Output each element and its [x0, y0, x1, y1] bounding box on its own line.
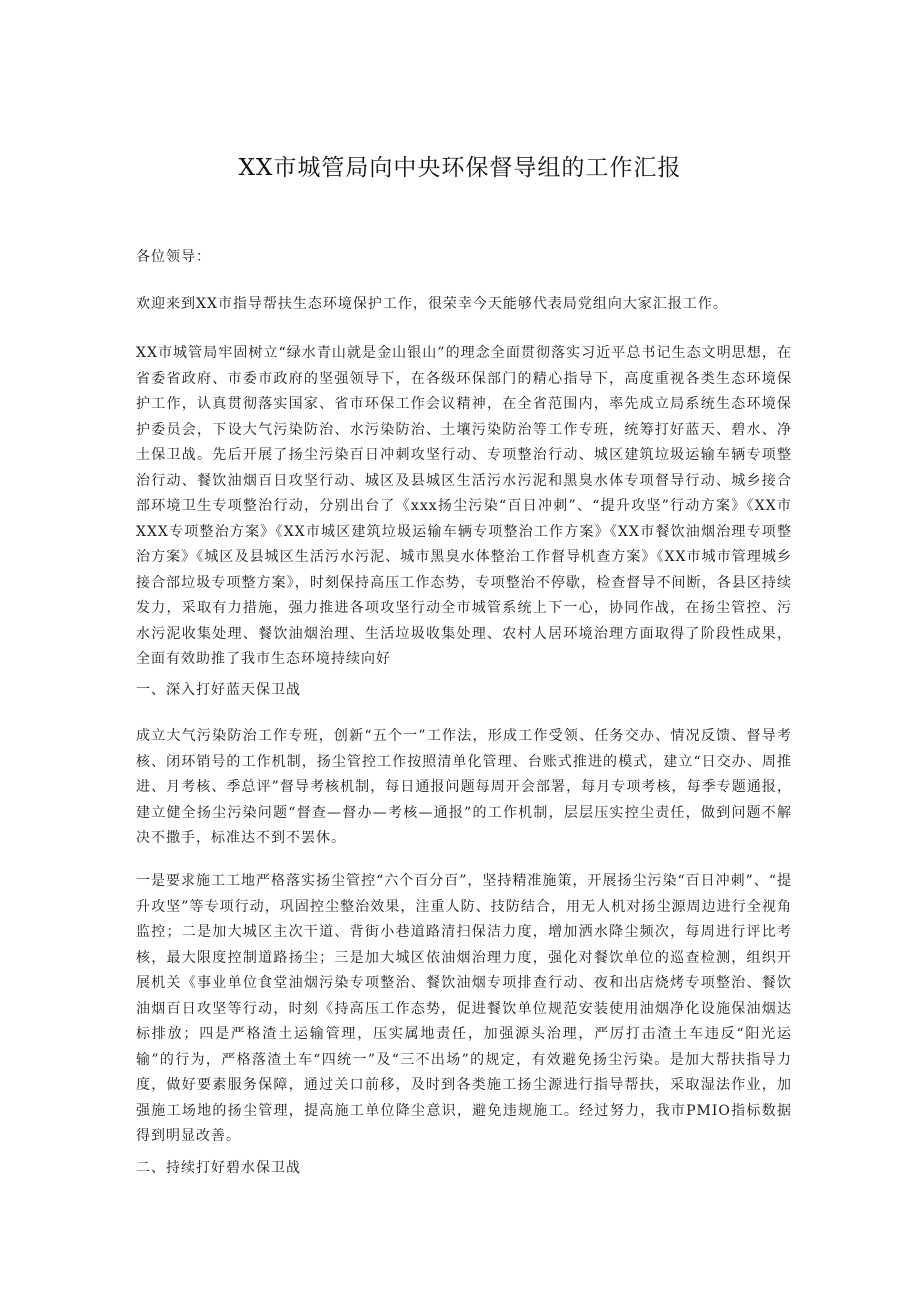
- paragraph-welcome: 欢迎来到XX市指导帮扶生态环境保护工作，很荣幸今天能够代表局党组向大家汇报工作。: [136, 296, 728, 312]
- salutation: 各位领导：: [136, 249, 211, 265]
- document-title: XX市城管局向中央环保督导组的工作汇报: [238, 155, 682, 181]
- section-heading-clear-water: 二、持续打好碧水保卫战: [136, 1160, 301, 1176]
- paragraph-dust-measures: 一是要求施工工地严格落实扬尘管控“六个百分百”，坚持精准施策，开展扬尘污染“百日冲刺”、“提升攻坚”等专项行动，巩固控尘整治效果，注重人防、技防结合，用无人机对扬尘源周边进行全视角监控；二是加大城区主次干道、背街小巷道路清扫保洁力度，增加洒水降尘频次，每周进行评比考核，最大限度控制道路扬尘；三是加大城区依油烟治理力度，强化对餐饮单位的巡查检测，组织开展机关《事业单位食堂油烟污染专项整治、餐饮油烟专项排查行动、夜和出店烧烤专项整治、餐饮油烟百日攻坚等行动，时刻《持高压工作态势，促进餐饮单位规范安装使用油烟净化设施保油烟达标排放；四是严格渣土运输管理，压实属地责任，加强源头治理，严厉打击渣土车违反“阳光运输”的行为，严格落渣土车“四统一”及“三不出场”的规定，有效避免扬尘污染。是加大帮扶指导力度，做好要素服务保障，通过关口前移，及时到各类施工扬尘源进行指导帮扶，采取湿法作业，加强施工场地的扬尘管理，提高施工单位降尘意识，避免违规施工。经过努力，我市PMIO指标数据得到明显改善。: [136, 873, 792, 1144]
- paragraph-air-pollution: 成立大气污染防治工作专班，创新“五个一”工作法，形成工作受领、任务交办、情况反馈、督导考核、闭环销号的工作机制，扬尘管控工作按照清单化管理、台账式推进的模式，建立“日交办、周推进、月考核、季总评”督导考核机制，每日通报问题每周开会部署，每月专项考核，每季专题通报，建立健全扬尘污染问题“督查—督办—考核—通报”的工作机制，层层压实控尘责任，做到问题不解决不撒手，标准达不到不罢休。: [136, 728, 792, 846]
- paragraph-intro: XX市城管局牢固树立“绿水青山就是金山银山”的理念全面贯彻落实习近平总书记生态文明思想，在省委省政府、市委市政府的坚强领导下，在各级环保部门的精心指导下，高度重视各类生态环境保护工作，认真贯彻落实国家、省市环保工作会议精神，在全省范围内，率先成立局系统生态环境保护委员会，下设大气污染防治、水污染防治、土壤污染防治等工作专班，统筹打好蓝天、碧水、净土保卫战。先后开展了扬尘污染百日冲刺攻坚行动、专项整治行动、城区建筑垃圾运输车辆专项整治行动、餐饮油烟百日攻坚行动、城区及县城区生活污水污泥和黑臭水体专项督导行动、城乡接合部环境卫生专项整治行动，分别出台了《xxx扬尘污染“百日冲刺”、“提升攻坚”行动方案》《XX市XXX专项整治方案》《XX市城区建筑垃圾运输车辆专项整治工作方案》《XX市餐饮油烟治理专项整治方案》《城区及县城区生活污水污泥、城市黑臭水体整治工作督导机查方案》《XX市城市管理城乡接合部垃圾专项整方案》，时刻保持高压工作态势，专项整治不停歇，检查督导不间断，各县区持续发力，采取有力措施，强力推进各项攻坚行动全市城管系统上下一心，协同作战，在扬尘管控、污水污泥收集处理、餐饮油烟治理、生活垃圾收集处理、农村人居环境治理方面取得了阶段性成果，全面有效助推了我市生态环境持续向好: [136, 345, 792, 667]
- section-heading-blue-sky: 一、深入打好蓝天保卫战: [136, 682, 301, 698]
